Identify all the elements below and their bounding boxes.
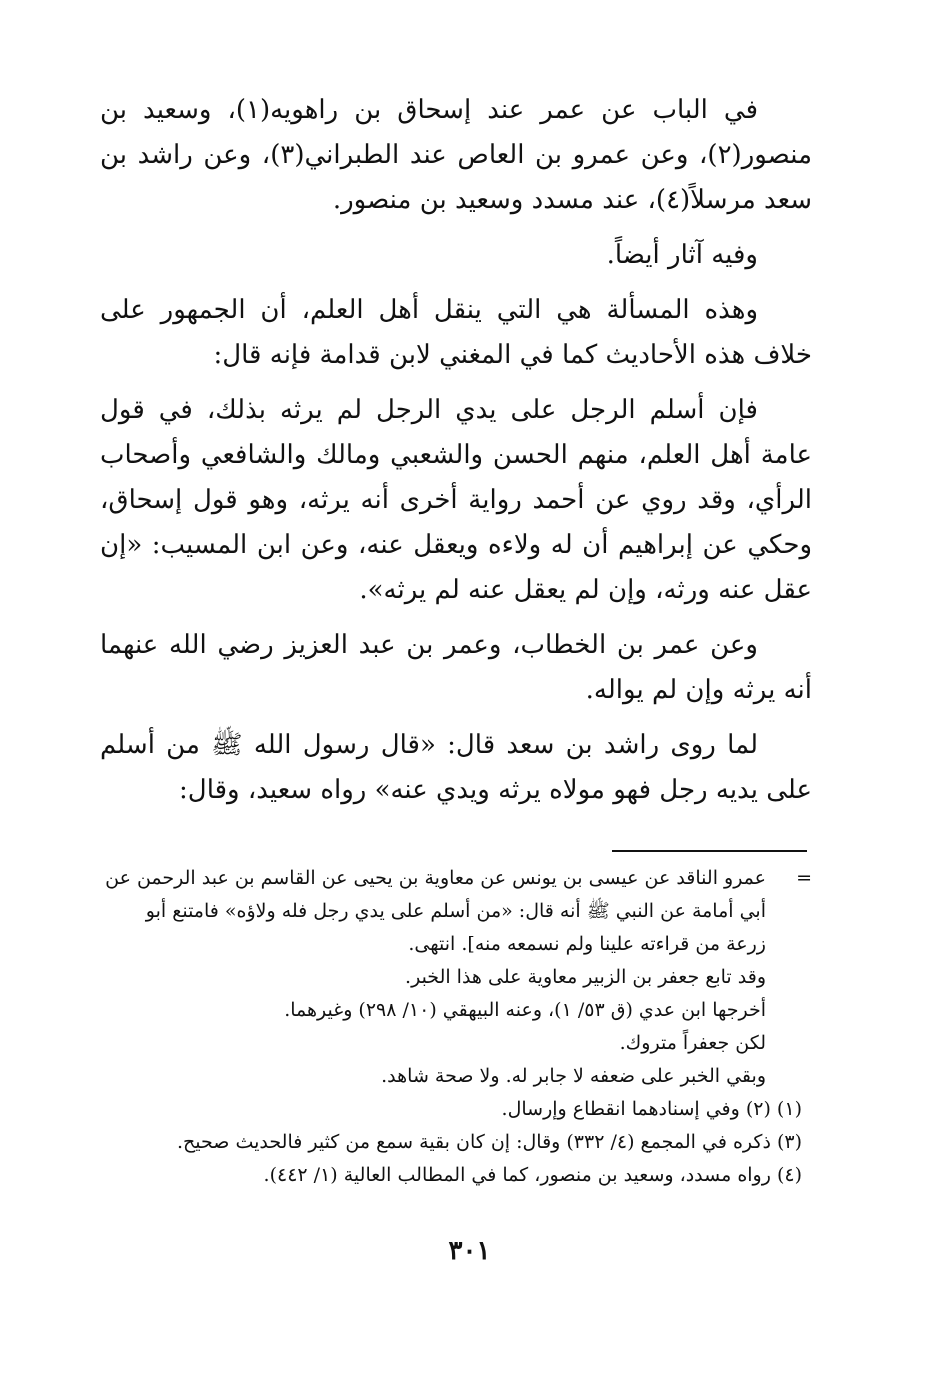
- paragraph-6-text: لما روى راشد بن سعد قال: «قال رسول الله ﷺ من أسلم على يديه رجل فهو مولاه يرثه ويدي عنه» رواه سعيد، وقال:: [100, 730, 812, 805]
- paragraph-3-text: وهذه المسألة هي التي ينقل أهل العلم، أن الجمهور على خلاف هذه الأحاديث كما في المغني لابن قدامة فإنه قال:: [100, 295, 812, 370]
- page-number: ٣٠١: [448, 1236, 491, 1266]
- footnotes: [105, 862, 812, 1192]
- paragraph-2-text: وفيه آثار أيضاً.: [606, 240, 758, 270]
- footnote-1-2: (١) (٢) وفي إسنادهما انقطاع وإرسال.: [501, 1098, 802, 1120]
- paragraph-6: [100, 723, 812, 813]
- paragraph-2: [100, 233, 812, 278]
- paragraph-4-text: فإن أسلم الرجل على يدي الرجل لم يرثه بذلك، في قول عامة أهل العلم، منهم الحسن والشعبي ومالك والشافعي وأصحاب الرأي، وقد روي عن أحمد رواية أخرى أنه يرثه، وهو قول إسحاق، وحكي عن إبراهيم أن له ولاءه ويعقل عنه، وعن ابن المسيب: «إن عقل عنه ورثه، وإن لم يعقل عنه لم يرثه».: [100, 395, 812, 605]
- paragraph-5-text: وعن عمر بن الخطاب، وعمر بن عبد العزيز رضي الله عنهما أنه يرثه وإن لم يواله.: [100, 630, 812, 705]
- continuation-mark: =: [796, 867, 812, 889]
- footnote-continuation-line: لكن جعفراً متروك.: [619, 1032, 766, 1054]
- footnote-continuation-line: وبقي الخبر على ضعفه لا جابر له. ولا صحة شاهد.: [381, 1065, 766, 1087]
- footnote-3: (٣) ذكره في المجمع (٤/ ٣٣٢) وقال: إن كان بقية سمع من كثير فالحديث صحيح.: [177, 1131, 802, 1153]
- paragraph-1-text: في الباب عن عمر عند إسحاق بن راهويه(١)، وسعيد بن منصور(٢)، وعن عمرو بن العاص عند الطبراني(٣)، وعن راشد بن سعد مرسلاً(٤)، عند مسدد وسعيد بن منصور.: [100, 95, 812, 215]
- main-text: [100, 88, 812, 823]
- paragraph-1: [100, 88, 812, 223]
- footnote-continuation-line: = عمرو الناقد عن عيسى بن يونس عن معاوية بن يحيى عن القاسم بن عبد الرحمن عن: [120, 862, 812, 895]
- paragraph-4: [100, 388, 812, 613]
- footnote-separator: [612, 850, 807, 852]
- footnote-4: (٤) رواه مسدد، وسعيد بن منصور، كما في المطالب العالية (١/ ٤٤٢).: [263, 1164, 802, 1186]
- footnote-continuation-line: وقد تابع جعفر بن الزبير معاوية على هذا الخبر.: [405, 966, 766, 988]
- footnote-continuation-line: زرعة من قراءته علينا ولم نسمعه منه]. انتهى.: [408, 933, 766, 955]
- paragraph-5: [100, 623, 812, 713]
- footnote-continuation-line: أخرجها ابن عدي (ق ٥٣/ ١)، وعنه البيهقي (١٠/ ٢٩٨) وغيرهما.: [284, 999, 766, 1021]
- footnote-continuation-line: أبي أمامة عن النبي ﷺ أنه قال: «من أسلم على يدي رجل فله ولاؤه» فامتنع أبو: [145, 900, 766, 922]
- paragraph-3: [100, 288, 812, 378]
